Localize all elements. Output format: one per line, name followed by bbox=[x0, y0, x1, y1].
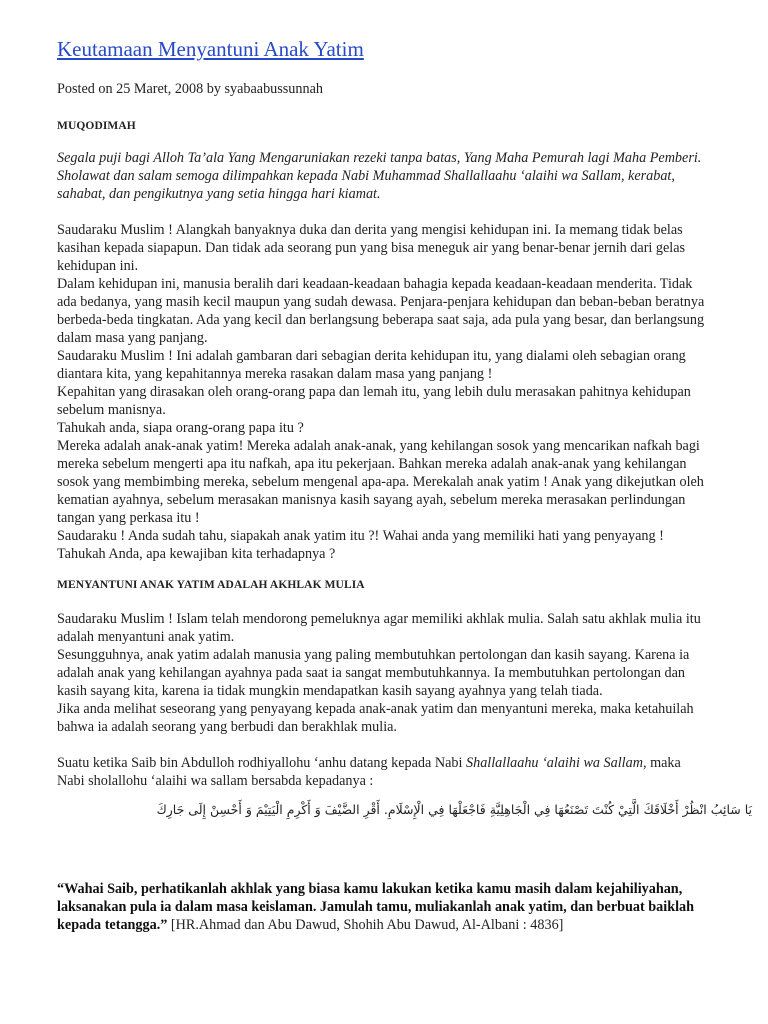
quote-line bbox=[57, 916, 757, 934]
body-line: ada bedanya, yang masih kecil maupun yang sudah dewasa. Penjara-penjara kehidupan dan beban-beban beratnya bbox=[57, 294, 705, 310]
body-line: kematian ayahnya, sebelum merasakan manisnya kasih sayang ayah, sebelum mereka merasakan perlindungan bbox=[57, 492, 686, 508]
text-run: , maka bbox=[642, 755, 681, 771]
quote-line: laksanakan pula ia dalam masa keislaman. Jamulah tamu, muliakanlah anak yatim, dan berbuat baiklah bbox=[57, 899, 695, 915]
body-line: Kepahitan yang dirasakan oleh orang-orang papa dan lemah itu, yang lebih dulu merasakan pahitnya kehidupan bbox=[57, 384, 691, 400]
hadith-quote bbox=[57, 880, 757, 934]
body-line: Sesungguhnya, anak yatim adalah manusia yang paling membutuhkan pertolongan dan kasih sayang. Karena ia bbox=[57, 647, 690, 663]
quote-text-run: kepada tetangga.” bbox=[57, 917, 168, 933]
body-line: Tahukah anda, siapa orang-orang papa itu ? bbox=[57, 420, 304, 436]
hadith-reference: [HR.Ahmad dan Abu Dawud, Shohih Abu Dawud, Al-Albani : 4836] bbox=[167, 917, 564, 933]
body-line: bahwa ia adalah seorang yang berbudi dan berakhlak mulia. bbox=[57, 719, 397, 735]
body-line: Mereka adalah anak-anak yatim! Mereka adalah anak-anak, yang kehilangan sosok yang mencarikan nafkah bagi bbox=[57, 438, 700, 454]
body-line: kehidupan ini. bbox=[57, 258, 139, 274]
intro-line: Segala puji bagi Alloh Ta’ala Yang Mengaruniakan rezeki tanpa batas, Yang Maha Pemurah lagi Maha Pemberi. bbox=[57, 150, 702, 166]
body-line: adalah anak yang kehilangan ayahnya pada saat ia sangat membutuhkannya. Ia membutuhkan pertolongan dan bbox=[57, 665, 685, 681]
intro-line: Sholawat dan salam semoga dilimpahkan kepada Nabi Muhammad Shallallaahu ‘alaihi wa Sallam, kerabat, bbox=[57, 168, 675, 184]
body-line: Saudaraku Muslim ! Alangkah banyaknya duka dan derita yang mengisi kehidupan ini. Ia memang tidak belas bbox=[57, 222, 683, 238]
body-line: Dalam kehidupan ini, manusia beralih dari keadaan-keadaan bahagia kepada keadaan-keadaan menderita. Tidak bbox=[57, 276, 693, 292]
article-title-link[interactable]: Keutamaan Menyantuni Anak Yatim bbox=[57, 37, 364, 61]
body-line: Saudaraku Muslim ! Ini adalah gambaran dari sebagian derita kehidupan itu, yang dialami oleh sebagian orang bbox=[57, 348, 686, 364]
body-line bbox=[57, 754, 757, 772]
quote-line: “Wahai Saib, perhatikanlah akhlak yang biasa kamu lakukan ketika kamu masih dalam kejahiliyahan, bbox=[57, 881, 683, 897]
body-line: adalah menyantuni anak yatim. bbox=[57, 629, 235, 645]
saib-paragraph bbox=[57, 754, 757, 790]
body-line: kasihan kepada siapapun. Dan tidak ada seorang pun yang bisa meneguk air yang benar-benar jernih dari gelas bbox=[57, 240, 686, 256]
text-run: Suatu ketika Saib bin Abdulloh rodhiyallohu ‘anhu datang kepada Nabi bbox=[57, 755, 466, 771]
body-line: diantara kita, yang kepahitannya mereka rasakan dalam masa yang panjang ! bbox=[57, 366, 493, 382]
arabic-hadith-text: يَا سَائِبُ انْظُرْ أَخْلَاقَكَ الَّتِيْ كُنْتَ تَصْنَعُهَا فِي الْجَاهِلِيَّةِ فَاجْعَلْهَا فِي الْإِسْلَامِ. أَقْرِ الضَّيْفَ وَ أَكْرِمِ الْيَتِيْمَ وَ أَحْسِنْ إِلَى جَارِكَ bbox=[156, 802, 752, 817]
body-section-1 bbox=[57, 221, 757, 563]
body-section-2 bbox=[57, 610, 757, 736]
post-meta: Posted on 25 Maret, 2008 by syabaabussunnah bbox=[57, 81, 323, 97]
body-line: Jika anda melihat seseorang yang penyayang kepada anak-anak yatim dan menyantuni mereka, maka ketahuilah bbox=[57, 701, 694, 717]
body-line: Saudaraku ! Anda sudah tahu, siapakah anak yatim itu ?! Wahai anda yang memiliki hati yang penyayang ! bbox=[57, 528, 664, 544]
body-line: sosok yang membimbing mereka, sebelum mengenal apa-apa. Merekalah anak yatim ! Anak yang dikejutkan oleh bbox=[57, 474, 704, 490]
body-line: tangan yang perkasa itu ! bbox=[57, 510, 200, 526]
section-heading-muqodimah: MUQODIMAH bbox=[57, 120, 136, 132]
body-line: berbeda-beda tingkatan. Ada yang kecil dan berlangsung beberapa saat saja, ada pula yang besar, dan berlangsung bbox=[57, 312, 705, 328]
body-line: Saudaraku Muslim ! Islam telah mendorong pemeluknya agar memiliki akhlak mulia. Salah satu akhlak mulia itu bbox=[57, 611, 701, 627]
intro-line: sahabat, dan pengikutnya yang setia hingga hari kiamat. bbox=[57, 186, 381, 202]
section-heading-akhlak-mulia: MENYANTUNI ANAK YATIM ADALAH AKHLAK MULIA bbox=[57, 579, 365, 591]
body-line: mereka sebelum mengerti apa itu nafkah, apa itu pekerjaan. Bahkan mereka adalah anak-anak yang kehilangan bbox=[57, 456, 687, 472]
body-line: Nabi sholallohu ‘alaihi wa sallam bersabda kepadanya : bbox=[57, 773, 374, 789]
body-line: Tahukah Anda, apa kewajiban kita terhadapnya ? bbox=[57, 546, 336, 562]
body-line: kasih sayang kita, karena ia tidak mungkin mendapatkan kasih sayang ayahnya yang telah tiada. bbox=[57, 683, 603, 699]
intro-paragraph bbox=[57, 149, 757, 203]
body-line: dalam masa yang panjang. bbox=[57, 330, 208, 346]
body-line: sebelum manisnya. bbox=[57, 402, 166, 418]
text-run-italic: Shallallaahu ‘alaihi wa Sallam bbox=[466, 755, 643, 771]
